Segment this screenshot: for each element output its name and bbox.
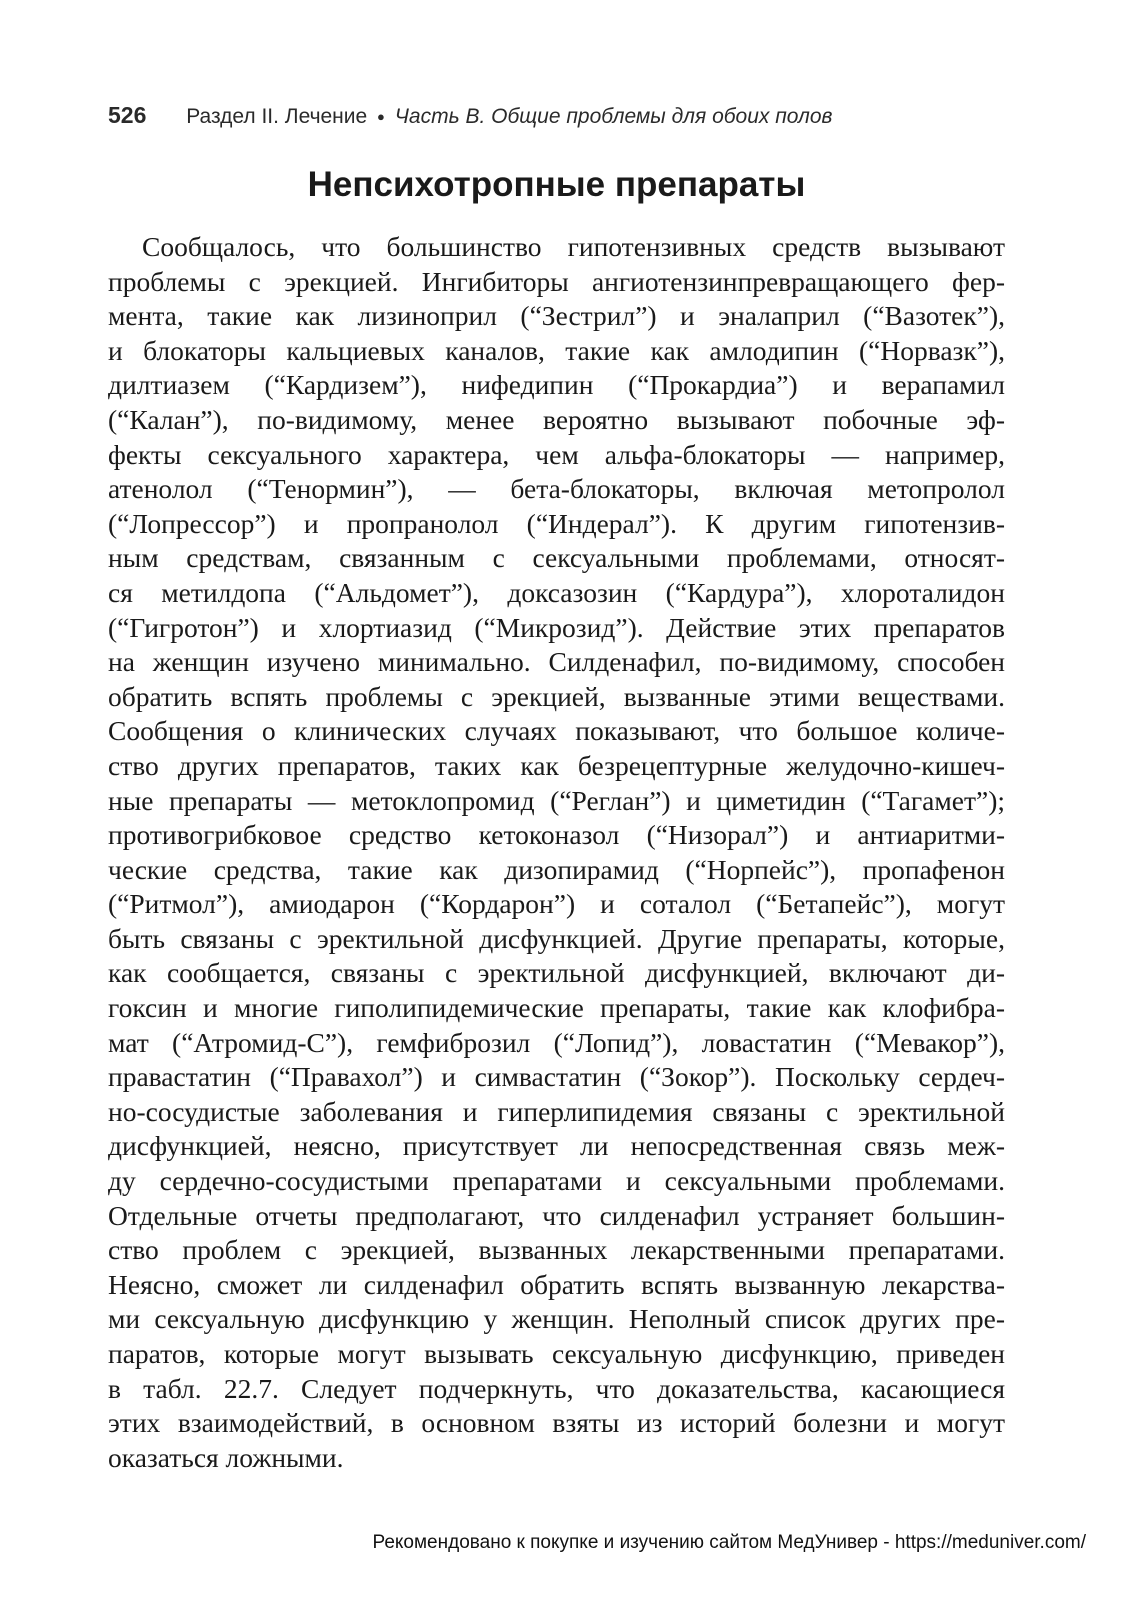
text-line: Неясно, сможет ли силденафил обратить вспять вызванную лекарства- xyxy=(108,1268,1005,1300)
text-line: (“Калан”), по-видимому, менее вероятно вызывают побочные эф- xyxy=(108,403,1005,435)
footer-watermark-link[interactable]: Рекомендовано к покупке и изучению сайтом МедУнивер - https://meduniver.com/ xyxy=(372,1532,1086,1553)
text-line: в табл. 22.7. Следует подчеркнуть, что доказательства, касающиеся xyxy=(108,1372,1005,1404)
text-line: гоксин и многие гиполипидемические препараты, такие как клофибра- xyxy=(108,992,1005,1024)
text-line: мат (“Атромид-С”), гемфиброзил (“Лопид”), ловастатин (“Мевакор”), xyxy=(108,1026,1005,1058)
section-name: Раздел II. Лечение xyxy=(186,105,368,128)
text-line: ся метилдопа (“Альдомет”), доксазозин (“Кардура”), хлороталидон xyxy=(108,576,1005,608)
bullet-separator: ● xyxy=(377,109,385,124)
text-line: Сообщения о клинических случаях показывают, что большое количе- xyxy=(108,715,1005,747)
text-line: ческие средства, такие как дизопирамид (“Норпейс”), пропафенон xyxy=(108,853,1005,885)
text-line: (“Ритмол”), амиодарон (“Кордарон”) и соталол (“Бетапейс”), могут xyxy=(108,888,1005,920)
text-line: противогрибковое средство кетоконазол (“Низорал”) и антиаритми- xyxy=(108,819,1005,851)
text-line: оказаться ложными. xyxy=(108,1441,344,1473)
text-line: обратить вспять проблемы с эрекцией, вызванные этими веществами. xyxy=(108,680,1005,712)
text-line: ным средствам, связанным с сексуальными проблемами, относят- xyxy=(108,542,1005,574)
part-name: Часть В. Общие проблемы для обоих полов xyxy=(394,105,833,128)
page-number: 526 xyxy=(108,102,147,128)
text-line: мента, такие как лизиноприл (“Зестрил”) и эналаприл (“Вазотек”), xyxy=(108,300,1005,332)
text-line: быть связаны с эректильной дисфункцией. Другие препараты, которые, xyxy=(108,922,1005,954)
text-line: Сообщалось, что большинство гипотензивных средств вызывают xyxy=(142,231,1005,262)
text-line: но-сосудистые заболевания и гиперлипидемия связаны с эректильной xyxy=(108,1095,1005,1127)
text-line: как сообщается, связаны с эректильной дисфункцией, включают ди- xyxy=(108,957,1005,989)
text-line: на женщин изучено минимально. Силденафил, по-видимому, способен xyxy=(108,646,1005,678)
text-line: и блокаторы кальциевых каналов, такие как амлодипин (“Норвазк”), xyxy=(108,334,1005,366)
body-paragraph xyxy=(108,230,1005,1475)
text-line: правастатин (“Правахол”) и симвастатин (“Зокор”). Поскольку сердеч- xyxy=(108,1061,1005,1093)
text-line: дилтиазем (“Кардизем”), нифедипин (“Прокардиа”) и верапамил xyxy=(108,369,1005,401)
text-line: Отдельные отчеты предполагают, что силденафил устраняет большин- xyxy=(108,1199,1005,1231)
running-header xyxy=(108,100,1028,132)
section-heading: Непсихотропные препараты xyxy=(307,165,806,204)
text-line: (“Лопрессор”) и пропранолол (“Индерал”). К другим гипотензив- xyxy=(108,507,1005,539)
text-line: ство проблем с эрекцией, вызванных лекарственными препаратами. xyxy=(108,1234,1005,1266)
text-line: фекты сексуального характера, чем альфа-блокаторы — например, xyxy=(108,438,1005,470)
text-line: паратов, которые могут вызывать сексуальную дисфункцию, приведен xyxy=(108,1338,1005,1369)
text-line: атенолол (“Тенормин”), — бета-блокаторы, включая метопролол xyxy=(108,473,1005,505)
text-line: дисфункцией, неясно, присутствует ли непосредственная связь меж- xyxy=(108,1130,1005,1162)
text-line: ми сексуальную дисфункцию у женщин. Неполный список других пре- xyxy=(108,1303,1005,1335)
text-line: проблемы с эрекцией. Ингибиторы ангиотензинпревращающего фер- xyxy=(108,265,1005,297)
text-line: ство других препаратов, таких как безрецептурные желудочно-кишеч- xyxy=(108,749,1005,781)
text-line: (“Гигротон”) и хлортиазид (“Микрозид”). Действие этих препаратов xyxy=(108,611,1005,643)
text-line: этих взаимодействий, в основном взяты из историй болезни и могут xyxy=(108,1407,1005,1439)
text-line: ные препараты — метоклопромид (“Реглан”) и циметидин (“Тагамет”); xyxy=(108,784,1005,816)
text-line: ду сердечно-сосудистыми препаратами и сексуальными проблемами. xyxy=(108,1165,1005,1197)
